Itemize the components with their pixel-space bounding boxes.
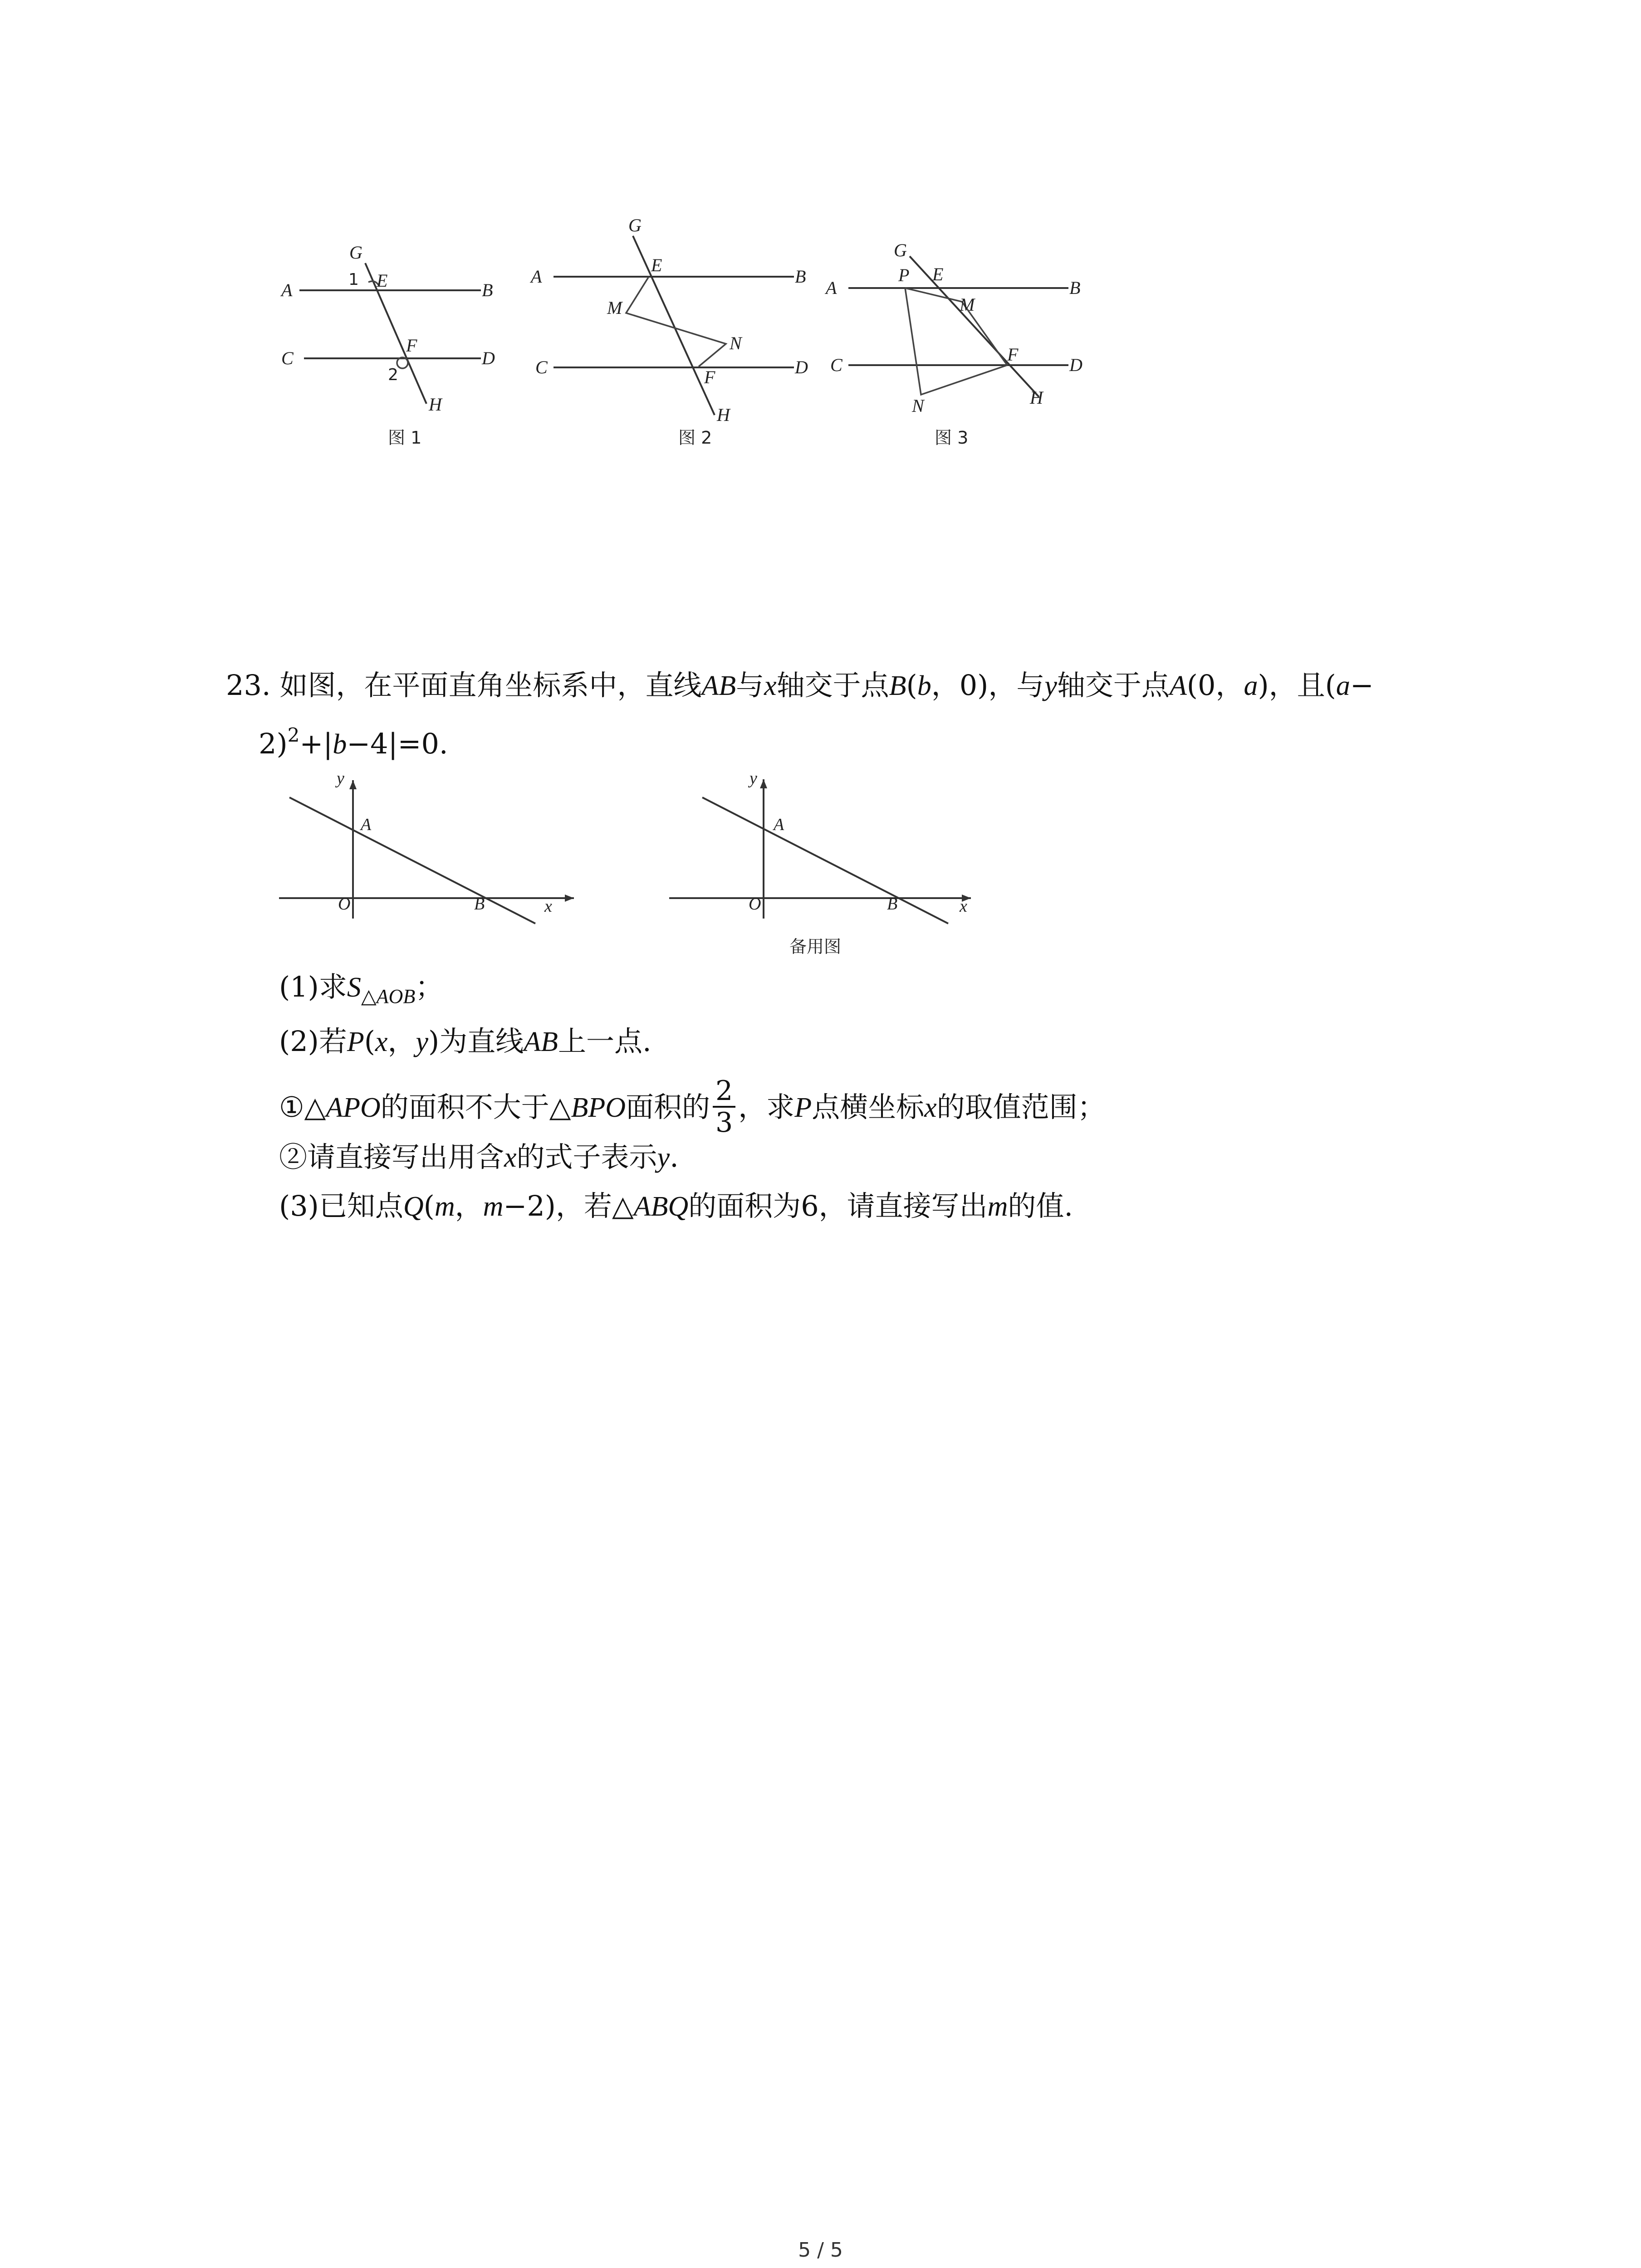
fraction-numerator: 2 [713,1076,735,1108]
fig2-label-c: C [535,357,548,377]
fig3-label-a: A [826,278,837,298]
fig1-label-e: E [377,270,388,291]
text-span: (1)求 [279,970,347,1003]
text-span: ( [906,669,917,702]
math-a: a [1336,670,1350,701]
math-y: y [1044,670,1057,701]
fig1-label-g: G [349,242,362,263]
figure-2 [529,215,808,448]
text-span: 的式子表示 [516,1140,657,1173]
text-span: 2) [259,727,288,760]
math-abq: ABQ [633,1191,689,1222]
math-a-point: A [1169,670,1187,701]
fig2-line-gh [633,236,715,415]
math-ab: AB [701,670,736,701]
fig3-caption: 图 3 [935,428,969,448]
fig3-label-f: F [1007,344,1019,365]
coordinate-graphs [0,762,1641,962]
fig3-label-e: E [932,264,944,284]
fig2-label-n: N [730,333,742,353]
text-span: (0， [1186,669,1244,702]
math-a: a [1244,670,1258,701]
subscript: △AOB [361,985,416,1007]
question-2-part-2 [279,1140,679,1173]
fig3-label-p: P [898,265,910,285]
question-2-part-1 [279,1075,1106,1140]
math-m: m [434,1191,455,1222]
math-x: x [924,1092,937,1124]
text-span: −4|=0. [347,727,448,760]
fig2-caption: 图 2 [678,428,712,448]
text-span: ( [364,1025,375,1058]
graph1-label-x: x [544,897,552,916]
text-span: 如图，在平面直角坐标系中，直线 [279,669,702,702]
fig1-label-a: A [281,280,293,300]
fig2-label-f: F [704,367,715,387]
text-span: ，求 [738,1090,795,1124]
figure-1 [280,242,495,448]
text-span: ②请直接写出用含 [279,1140,505,1173]
text-span: (2)若 [279,1025,347,1058]
fig1-label-c: C [281,348,294,368]
math-m: m [483,1191,504,1222]
text-span: 的取值范围； [936,1090,1106,1124]
math-p: P [347,1026,364,1057]
text-span: 点横坐标 [812,1090,925,1124]
graph-1 [279,769,574,924]
fig1-label-h: H [429,394,442,415]
math-s: S [347,972,361,1003]
graph2-line-ab [702,797,948,924]
text-span: −2)，若△ [503,1189,634,1222]
question-3 [279,1189,1073,1222]
fig2-label-m: M [607,298,622,318]
problem-number: 23. [226,669,271,702]
fig2-label-d: D [795,357,808,377]
fraction-two-thirds [713,1076,735,1138]
graph2-label-a: A [774,815,784,834]
figures-top [0,0,1641,499]
fig1-label-1: 1 [348,270,359,289]
math-ab: AB [524,1026,558,1057]
graph1-label-b: B [474,894,485,914]
graph1-label-y: y [337,769,344,788]
math-bpo: BPO [571,1092,626,1124]
text-span: 面积的 [626,1090,710,1124]
fig1-caption: 图 1 [388,428,422,448]
math-x: x [375,1026,388,1057]
fig3-label-d: D [1069,355,1083,375]
text-span: 的面积为6，请直接写出 [688,1189,988,1222]
text-span: 轴交于点 [1057,669,1170,702]
question-2 [279,1027,652,1056]
math-b: b [917,670,931,701]
text-span: ①△ [279,1090,326,1124]
graph2-label-y: y [749,769,757,788]
text-span: 的面积不大于△ [380,1090,571,1124]
fig3-label-c: C [830,355,843,375]
fig2-label-h: H [717,405,730,425]
fig2-label-g: G [628,215,642,235]
graph1-label-a: A [361,815,372,834]
superscript: 2 [287,724,300,746]
text-span: +| [299,727,333,760]
math-b: b [333,729,347,760]
fig1-label-2: 2 [388,366,398,384]
problem-23-line-2 [259,726,448,758]
question-1 [279,970,444,1007]
fig1-label-f: F [406,335,417,356]
math-y: y [416,1026,428,1057]
graph2-y-arrow [760,779,767,788]
math-y: y [657,1142,670,1173]
fig2-label-e: E [651,255,662,275]
math-q: Q [403,1191,424,1222]
text-span: 上一点. [558,1025,652,1058]
graph2-label-o: O [749,894,761,914]
text-span: 轴交于点 [776,669,889,702]
fig2-label-b: B [795,266,806,287]
math-apo: APO [326,1092,381,1124]
fig3-path-pmfn [905,288,1007,395]
text-span: ， [387,1025,416,1058]
math-x: x [764,670,777,701]
graph2-label-b: B [887,894,898,914]
text-span: − [1350,669,1374,702]
graph2-caption: 备用图 [789,937,842,957]
fig3-label-b: B [1069,278,1081,298]
problem-23-line-1 [226,671,1374,700]
text-span: ， [455,1189,483,1222]
fig2-path-emnf [626,277,726,367]
page-number: 5 / 5 [798,2239,843,2262]
text-span: . [670,1140,679,1173]
graph1-y-arrow [349,780,357,789]
fig3-label-h: H [1030,387,1043,408]
text-span: (3)已知点 [279,1189,403,1222]
graph1-x-arrow [565,894,574,902]
math-p: P [794,1092,812,1124]
graph1-line-ab [289,797,535,924]
text-span: ( [423,1189,435,1222]
text-span: 的值. [1008,1189,1073,1222]
fraction-denominator: 3 [715,1107,733,1139]
text-span: ，0)，与 [931,669,1045,702]
fig1-label-b: B [482,280,493,300]
graph1-label-o: O [338,894,351,914]
fig1-label-d: D [482,348,495,368]
figure-3 [824,240,1083,448]
text-span: 与 [736,669,764,702]
text-span: )，且( [1258,669,1336,702]
fig3-label-g: G [894,240,907,260]
fig3-label-n: N [912,396,924,416]
fig2-label-a: A [531,266,542,287]
math-x: x [504,1142,517,1173]
math-b-point: B [889,670,906,701]
math-m: m [987,1191,1008,1222]
text-span: ； [415,970,444,1003]
graph2-label-x: x [960,897,967,916]
fig3-label-m: M [960,294,975,315]
graph-2 [669,769,971,957]
text-span: )为直线 [428,1025,524,1058]
